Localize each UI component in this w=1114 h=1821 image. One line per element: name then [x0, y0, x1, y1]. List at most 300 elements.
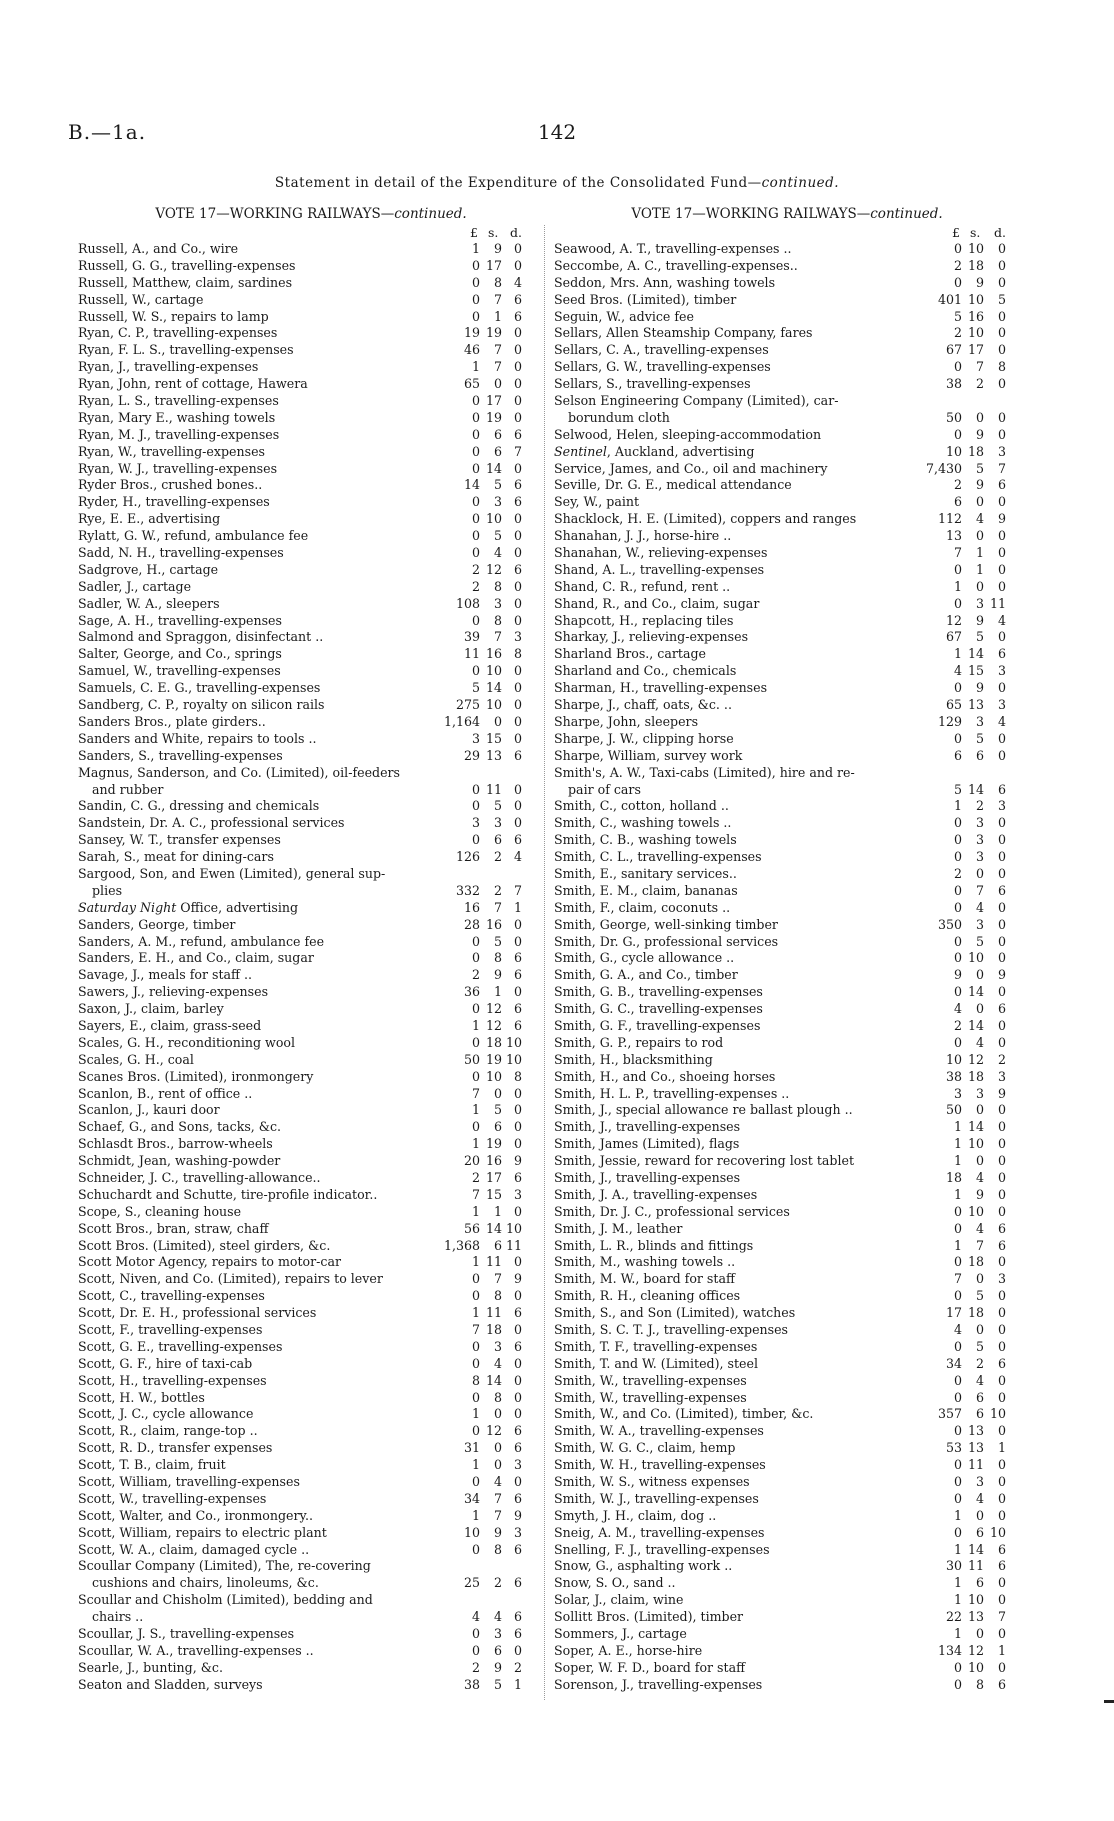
amount-shillings: 10 — [967, 1659, 984, 1675]
ledger-row — [554, 1288, 1020, 1305]
payee-description: Shand, A. L., travelling-expenses — [554, 561, 765, 577]
ledger-row — [554, 1406, 1020, 1423]
amount-pounds: 20 — [463, 1153, 480, 1169]
amount-pounds: 0 — [471, 798, 480, 814]
payee-description: Selson Engineering Company (Limited), car- — [554, 393, 839, 409]
amount-pounds: 0 — [953, 1034, 962, 1050]
ledger-row — [78, 1153, 544, 1170]
payee-description: Schmidt, Jean, washing-powder — [78, 1153, 281, 1169]
amount-pounds: 0 — [953, 241, 962, 256]
amount-shillings: 10 — [967, 1136, 984, 1152]
payee-description: Scoullar and Chisholm (Limited), bedding and — [78, 1592, 373, 1608]
amount-pounds: 0 — [953, 1490, 962, 1506]
payee-description: Smith, F., claim, coconuts .. — [554, 899, 731, 915]
amount-pence: 0 — [513, 1288, 522, 1304]
amount-pounds: 0 — [471, 1001, 480, 1017]
amount-pence: 1 — [997, 1642, 1006, 1658]
amount-shillings: 12 — [485, 1017, 502, 1033]
amount-shillings: 10 — [967, 325, 984, 341]
payee-description: Sommers, J., cartage — [554, 1626, 687, 1642]
payee-description: Sage, A. H., travelling-expenses — [78, 612, 282, 628]
amount-pounds: 0 — [471, 274, 480, 290]
amount-shillings: 5 — [975, 1288, 984, 1304]
ledger-row — [78, 1204, 544, 1221]
amount-pence: 0 — [513, 393, 522, 409]
amount-pence: 0 — [997, 1457, 1006, 1473]
ledger-row — [78, 444, 544, 461]
amount-pounds: 5 — [953, 781, 962, 797]
amount-pence: 0 — [997, 274, 1006, 290]
amount-pounds: 3 — [471, 730, 480, 746]
amount-shillings: 0 — [493, 1440, 502, 1456]
payee-description: Sharpe, J. W., clipping horse — [554, 730, 734, 746]
amount-pounds: 30 — [945, 1558, 962, 1574]
ledger-row — [78, 646, 544, 663]
amount-pounds: 0 — [471, 409, 480, 425]
payee-description: Snow, G., asphalting work .. — [554, 1558, 733, 1574]
amount-shillings: 0 — [493, 1457, 502, 1473]
column-divider — [544, 225, 545, 1700]
ledger-row — [78, 1423, 544, 1440]
amount-shillings: 12 — [967, 1642, 984, 1658]
amount-shillings: 17 — [485, 393, 502, 409]
amount-pence: 0 — [513, 1389, 522, 1405]
amount-shillings: 3 — [975, 1474, 984, 1490]
amount-shillings: 4 — [975, 1372, 984, 1388]
payee-description: Ryan, C. P., travelling-expenses — [78, 325, 278, 341]
payee-description: Smyth, J. H., claim, dog .. — [554, 1507, 717, 1523]
amount-pounds: 50 — [945, 409, 962, 425]
amount-pounds: 1 — [471, 359, 480, 375]
ledger-row — [78, 325, 544, 342]
amount-pence: 0 — [513, 545, 522, 561]
amount-pounds: 0 — [471, 1389, 480, 1405]
amount-pounds: 1 — [471, 1457, 480, 1473]
amount-shillings: 4 — [975, 511, 984, 527]
ledger-row — [554, 393, 1020, 410]
amount-pounds: 7,430 — [925, 460, 962, 476]
amount-pence: 0 — [997, 865, 1006, 881]
amount-pounds: 1 — [953, 1507, 962, 1523]
payee-description: Smith, C., cotton, holland .. — [554, 798, 729, 814]
amount-pence: 9 — [513, 1507, 522, 1523]
amount-shillings: 14 — [967, 1119, 984, 1135]
amount-pounds: 56 — [463, 1220, 480, 1236]
payee-description: Searle, J., bunting, &c. — [78, 1659, 223, 1675]
amount-pounds: 10 — [945, 443, 962, 459]
payee-description: Smith, J., travelling-expenses — [554, 1169, 741, 1185]
amount-pounds: 13 — [945, 528, 962, 544]
amount-pounds: 126 — [455, 849, 480, 865]
amount-pence: 0 — [513, 730, 522, 746]
amount-pence: 0 — [997, 308, 1006, 324]
amount-pence: 0 — [513, 1254, 522, 1270]
amount-pence: 9 — [513, 1153, 522, 1169]
payee-description: Sandin, C. G., dressing and chemicals — [78, 798, 320, 814]
ledger-row — [554, 1356, 1020, 1373]
amount-pounds: 2 — [953, 325, 962, 341]
ledger-row — [554, 359, 1020, 376]
payee-description: Smith, George, well-sinking timber — [554, 916, 778, 932]
amount-shillings: 0 — [975, 409, 984, 425]
ledger-row — [78, 815, 544, 832]
payee-description: Scoullar, J. S., travelling-expenses — [78, 1626, 295, 1642]
ledger-row — [78, 782, 544, 799]
payee-description: Shand, R., and Co., claim, sugar — [554, 595, 760, 611]
amount-shillings: 8 — [493, 950, 502, 966]
amount-shillings: 0 — [975, 1507, 984, 1523]
amount-pounds: 0 — [471, 1474, 480, 1490]
amount-shillings: 3 — [493, 494, 502, 510]
amount-pence: 6 — [997, 781, 1006, 797]
amount-pounds: 0 — [953, 1372, 962, 1388]
amount-pounds: 6 — [953, 747, 962, 763]
ledger-row — [78, 1609, 544, 1626]
amount-pence: 6 — [997, 1676, 1006, 1692]
amount-shillings: 17 — [485, 257, 502, 273]
amount-pence: 6 — [513, 1575, 522, 1591]
amount-pence: 2 — [997, 1051, 1006, 1067]
amount-shillings: 6 — [975, 1389, 984, 1405]
amount-shillings: 18 — [967, 257, 984, 273]
amount-pounds: 1 — [953, 1119, 962, 1135]
amount-shillings: 10 — [485, 511, 502, 527]
ledger-row — [78, 748, 544, 765]
amount-pounds: 0 — [471, 1271, 480, 1287]
amount-pence: 0 — [513, 815, 522, 831]
ledger-row — [554, 461, 1020, 478]
amount-shillings: 7 — [493, 1490, 502, 1506]
ledger-row — [78, 984, 544, 1001]
ledger-row — [554, 629, 1020, 646]
ledger-row — [78, 1187, 544, 1204]
payee-description: Sadd, N. H., travelling-expenses — [78, 545, 284, 561]
amount-pence: 0 — [997, 1119, 1006, 1135]
vote-heading-left — [78, 205, 544, 223]
amount-pence: 0 — [513, 612, 522, 628]
payee-description: Smith's, A. W., Taxi-cabs (Limited), hire and re- — [554, 764, 855, 780]
payee-description: Smith, G. C., travelling-expenses — [554, 1001, 763, 1017]
payee-description: Smith, W., and Co. (Limited), timber, &c. — [554, 1406, 814, 1422]
ledger-rows-right — [554, 241, 1020, 1694]
amount-pounds: 1 — [953, 1575, 962, 1591]
amount-pounds: 3 — [471, 815, 480, 831]
payee-description: Snow, S. O., sand .. — [554, 1575, 676, 1591]
amount-pounds: 1 — [953, 1136, 962, 1152]
payee-description: Salmond and Spraggon, disinfectant .. — [78, 629, 324, 645]
amount-pence: 0 — [513, 1642, 522, 1658]
amount-pounds: 0 — [953, 933, 962, 949]
ledger-row — [78, 309, 544, 326]
amount-pounds: 7 — [471, 1186, 480, 1202]
amount-pence: 6 — [997, 1541, 1006, 1557]
amount-pence: 0 — [997, 1372, 1006, 1388]
payee-description: Smith, H., blacksmithing — [554, 1051, 713, 1067]
amount-shillings: 2 — [493, 1575, 502, 1591]
amount-pence: 0 — [513, 680, 522, 696]
ledger-row — [78, 477, 544, 494]
amount-pence: 3 — [997, 1068, 1006, 1084]
ledger-row — [554, 917, 1020, 934]
ledger-row — [554, 1136, 1020, 1153]
amount-shillings: 2 — [493, 849, 502, 865]
amount-pounds: 1 — [953, 1186, 962, 1202]
pounds-header: £ — [952, 225, 960, 240]
payee-description: Scott, R., claim, range-top .. — [78, 1423, 258, 1439]
ledger-row — [554, 663, 1020, 680]
amount-pounds: 1,164 — [443, 713, 480, 729]
ledger-row — [554, 1660, 1020, 1677]
amount-pounds: 112 — [937, 511, 962, 527]
payee-description: Shand, C. R., refund, rent .. — [554, 578, 731, 594]
amount-pounds: 7 — [953, 1271, 962, 1287]
amount-pounds: 7 — [471, 1085, 480, 1101]
amount-shillings: 0 — [975, 1322, 984, 1337]
payee-description: Seawood, A. T., travelling-expenses .. — [554, 241, 792, 256]
ledger-row — [554, 782, 1020, 799]
ledger-row — [78, 461, 544, 478]
amount-pence: 9 — [513, 1271, 522, 1287]
amount-pence: 7 — [997, 1609, 1006, 1625]
amount-pence: 10 — [505, 1051, 522, 1067]
amount-pounds: 0 — [471, 832, 480, 848]
amount-pence: 0 — [513, 460, 522, 476]
payee-description: Samuel, W., travelling-expenses — [78, 663, 281, 679]
amount-shillings: 5 — [493, 933, 502, 949]
payee-description: Smith, G. A., and Co., timber — [554, 967, 738, 983]
payee-description: Smith, M., washing towels .. — [554, 1254, 736, 1270]
amount-pence: 3 — [997, 798, 1006, 814]
publication-title: Sentinel — [554, 443, 607, 459]
amount-pounds: 50 — [463, 1051, 480, 1067]
amount-shillings: 19 — [485, 409, 502, 425]
payee-description: Sanders Bros., plate girders.. — [78, 713, 266, 729]
shillings-header: s. — [970, 225, 981, 240]
amount-shillings: 0 — [975, 1001, 984, 1017]
margin-mark — [1104, 1700, 1114, 1703]
ledger-row — [78, 376, 544, 393]
amount-pence: 0 — [997, 325, 1006, 341]
amount-shillings: 10 — [485, 1068, 502, 1084]
ledger-row — [78, 1575, 544, 1592]
amount-pounds: 34 — [945, 1355, 962, 1371]
amount-shillings: 5 — [975, 933, 984, 949]
amount-pence: 2 — [513, 1659, 522, 1675]
payee-description: and rubber — [92, 781, 164, 797]
amount-shillings: 4 — [975, 899, 984, 915]
amount-pence: 6 — [997, 477, 1006, 493]
payee-description: Soper, W. F. D., board for staff — [554, 1659, 746, 1675]
amount-pence: 9 — [997, 511, 1006, 527]
ledger-row — [78, 427, 544, 444]
amount-pence: 6 — [513, 1338, 522, 1354]
amount-shillings: 3 — [975, 815, 984, 831]
ledger-row — [554, 934, 1020, 951]
amount-shillings: 14 — [967, 1541, 984, 1557]
amount-shillings: 19 — [485, 1051, 502, 1067]
payee-description: Smith, M. W., board for staff — [554, 1271, 735, 1287]
ledger-row — [554, 292, 1020, 309]
amount-pence: 0 — [997, 1102, 1006, 1118]
amount-pounds: 0 — [471, 933, 480, 949]
ledger-row — [554, 410, 1020, 427]
ledger-row — [78, 663, 544, 680]
ledger-row — [554, 967, 1020, 984]
amount-pounds: 0 — [471, 1423, 480, 1439]
amount-pounds: 0 — [471, 1119, 480, 1135]
amount-shillings: 0 — [975, 494, 984, 510]
payee-description: cushions and chairs, linoleums, &c. — [92, 1575, 319, 1591]
amount-shillings: 6 — [975, 747, 984, 763]
amount-pounds: 0 — [471, 393, 480, 409]
vote-heading-text: VOTE 17—WORKING RAILWAYS— — [631, 206, 871, 222]
ledger-row — [554, 309, 1020, 326]
amount-pence: 0 — [997, 376, 1006, 392]
amount-pounds: 0 — [953, 1389, 962, 1405]
payee-description: Scanlon, J., kauri door — [78, 1102, 220, 1118]
ledger-row — [554, 579, 1020, 596]
amount-pence: 3 — [513, 629, 522, 645]
ledger-row — [78, 1254, 544, 1271]
amount-shillings: 10 — [967, 950, 984, 966]
amount-pounds: 1 — [471, 1203, 480, 1219]
payee-description: plies — [92, 882, 123, 898]
ledger-row — [554, 1491, 1020, 1508]
amount-pence: 1 — [513, 1676, 522, 1692]
payee-description: Sadler, W. A., sleepers — [78, 595, 220, 611]
amount-shillings: 16 — [967, 308, 984, 324]
amount-shillings: 0 — [975, 865, 984, 881]
amount-shillings: 14 — [485, 1372, 502, 1388]
ledger-row — [78, 1018, 544, 1035]
payee-description: Sandstein, Dr. A. C., professional services — [78, 815, 345, 831]
amount-shillings: 16 — [485, 646, 502, 662]
publication-title: Saturday Night — [78, 899, 177, 915]
amount-pounds: 31 — [463, 1440, 480, 1456]
amount-pence: 6 — [513, 1001, 522, 1017]
amount-pounds: 1 — [953, 1541, 962, 1557]
amount-pence: 6 — [997, 882, 1006, 898]
amount-shillings: 10 — [485, 697, 502, 713]
amount-pence: 0 — [997, 1034, 1006, 1050]
payee-description: Scott, William, travelling-expenses — [78, 1474, 300, 1490]
amount-shillings: 8 — [493, 1541, 502, 1557]
amount-pence: 0 — [513, 798, 522, 814]
amount-pounds: 1 — [471, 1254, 480, 1270]
payee-description: pair of cars — [568, 781, 641, 797]
payee-description: Scanes Bros. (Limited), ironmongery — [78, 1068, 314, 1084]
payee-description: Ryder, H., travelling-expenses — [78, 494, 270, 510]
payee-description: Sadler, J., cartage — [78, 578, 192, 594]
payee-description: Smith, W. A., travelling-expenses — [554, 1423, 764, 1439]
ledger-row — [554, 376, 1020, 393]
ledger-row — [554, 1373, 1020, 1390]
amount-pence: 0 — [513, 325, 522, 341]
payee-description: Soper, A. E., horse-hire — [554, 1642, 703, 1658]
amount-shillings: 11 — [485, 781, 502, 797]
amount-pence: 6 — [513, 950, 522, 966]
amount-shillings: 14 — [967, 984, 984, 1000]
amount-pounds: 1 — [953, 1592, 962, 1608]
ledger-row — [554, 1069, 1020, 1086]
amount-shillings: 17 — [967, 342, 984, 358]
payee-description: Scott Bros., bran, straw, chaff — [78, 1220, 269, 1236]
amount-shillings: 0 — [975, 578, 984, 594]
amount-pounds: 5 — [471, 680, 480, 696]
amount-pounds: 0 — [953, 730, 962, 746]
amount-shillings: 0 — [493, 1406, 502, 1422]
ledger-row — [554, 748, 1020, 765]
amount-pounds: 0 — [953, 1203, 962, 1219]
amount-pounds: 0 — [953, 882, 962, 898]
amount-pounds: 0 — [471, 1068, 480, 1084]
amount-shillings: 2 — [975, 798, 984, 814]
amount-shillings: 9 — [493, 1524, 502, 1540]
ledger-row — [554, 798, 1020, 815]
payee-description: Seddon, Mrs. Ann, washing towels — [554, 274, 776, 290]
amount-shillings: 3 — [493, 1338, 502, 1354]
amount-shillings: 3 — [493, 815, 502, 831]
ledger-row — [554, 1204, 1020, 1221]
amount-shillings: 8 — [975, 1676, 984, 1692]
payee-description: Ryder Bros., crushed bones.. — [78, 477, 263, 493]
amount-pounds: 0 — [471, 528, 480, 544]
ledger-row — [78, 545, 544, 562]
ledger-row — [78, 1643, 544, 1660]
amount-pounds: 12 — [945, 612, 962, 628]
amount-pence: 11 — [989, 595, 1006, 611]
amount-pence: 0 — [997, 950, 1006, 966]
statement-title-text: Statement in detail of the Expenditure of the Consolidated Fund— — [274, 175, 762, 191]
ledger-row — [554, 883, 1020, 900]
payee-description: Sanders, S., travelling-expenses — [78, 747, 283, 763]
ledger-row — [78, 1558, 544, 1575]
amount-pounds: 401 — [937, 291, 962, 307]
amount-pence: 8 — [513, 1068, 522, 1084]
amount-pounds: 0 — [953, 1659, 962, 1675]
amount-pence: 0 — [513, 241, 522, 256]
payee-description: Sharman, H., travelling-expenses — [554, 680, 768, 696]
payee-description: Russell, W., cartage — [78, 291, 204, 307]
payee-description: Scott Motor Agency, repairs to motor-car — [78, 1254, 341, 1270]
amount-pounds: 0 — [953, 1474, 962, 1490]
vote-heading-text: VOTE 17—WORKING RAILWAYS— — [155, 206, 395, 222]
payee-description: Smith, W. S., witness expenses — [554, 1474, 750, 1490]
amount-pence: 0 — [513, 663, 522, 679]
payee-description: Shacklock, H. E. (Limited), coppers and ranges — [554, 511, 857, 527]
amount-shillings: 19 — [485, 1136, 502, 1152]
amount-shillings: 13 — [967, 697, 984, 713]
ledger-row — [78, 1001, 544, 1018]
amount-shillings: 8 — [493, 1389, 502, 1405]
amount-pounds: 0 — [953, 1457, 962, 1473]
amount-pence: 0 — [997, 832, 1006, 848]
amount-shillings: 9 — [493, 241, 502, 256]
amount-pence: 0 — [997, 899, 1006, 915]
amount-pence: 4 — [513, 849, 522, 865]
amount-pence: 0 — [997, 578, 1006, 594]
amount-pence: 3 — [997, 443, 1006, 459]
payee-description: Magnus, Sanderson, and Co. (Limited), oil-feeders — [78, 764, 401, 780]
vote-heading-suffix: continued. — [394, 206, 467, 222]
payee-description: Schaef, G., and Sons, tacks, &c. — [78, 1119, 282, 1135]
amount-pence: 0 — [997, 1203, 1006, 1219]
ledger-row — [554, 1018, 1020, 1035]
amount-shillings: 0 — [975, 1271, 984, 1287]
amount-shillings: 4 — [493, 545, 502, 561]
amount-shillings: 2 — [493, 882, 502, 898]
ledger-row — [78, 1238, 544, 1255]
